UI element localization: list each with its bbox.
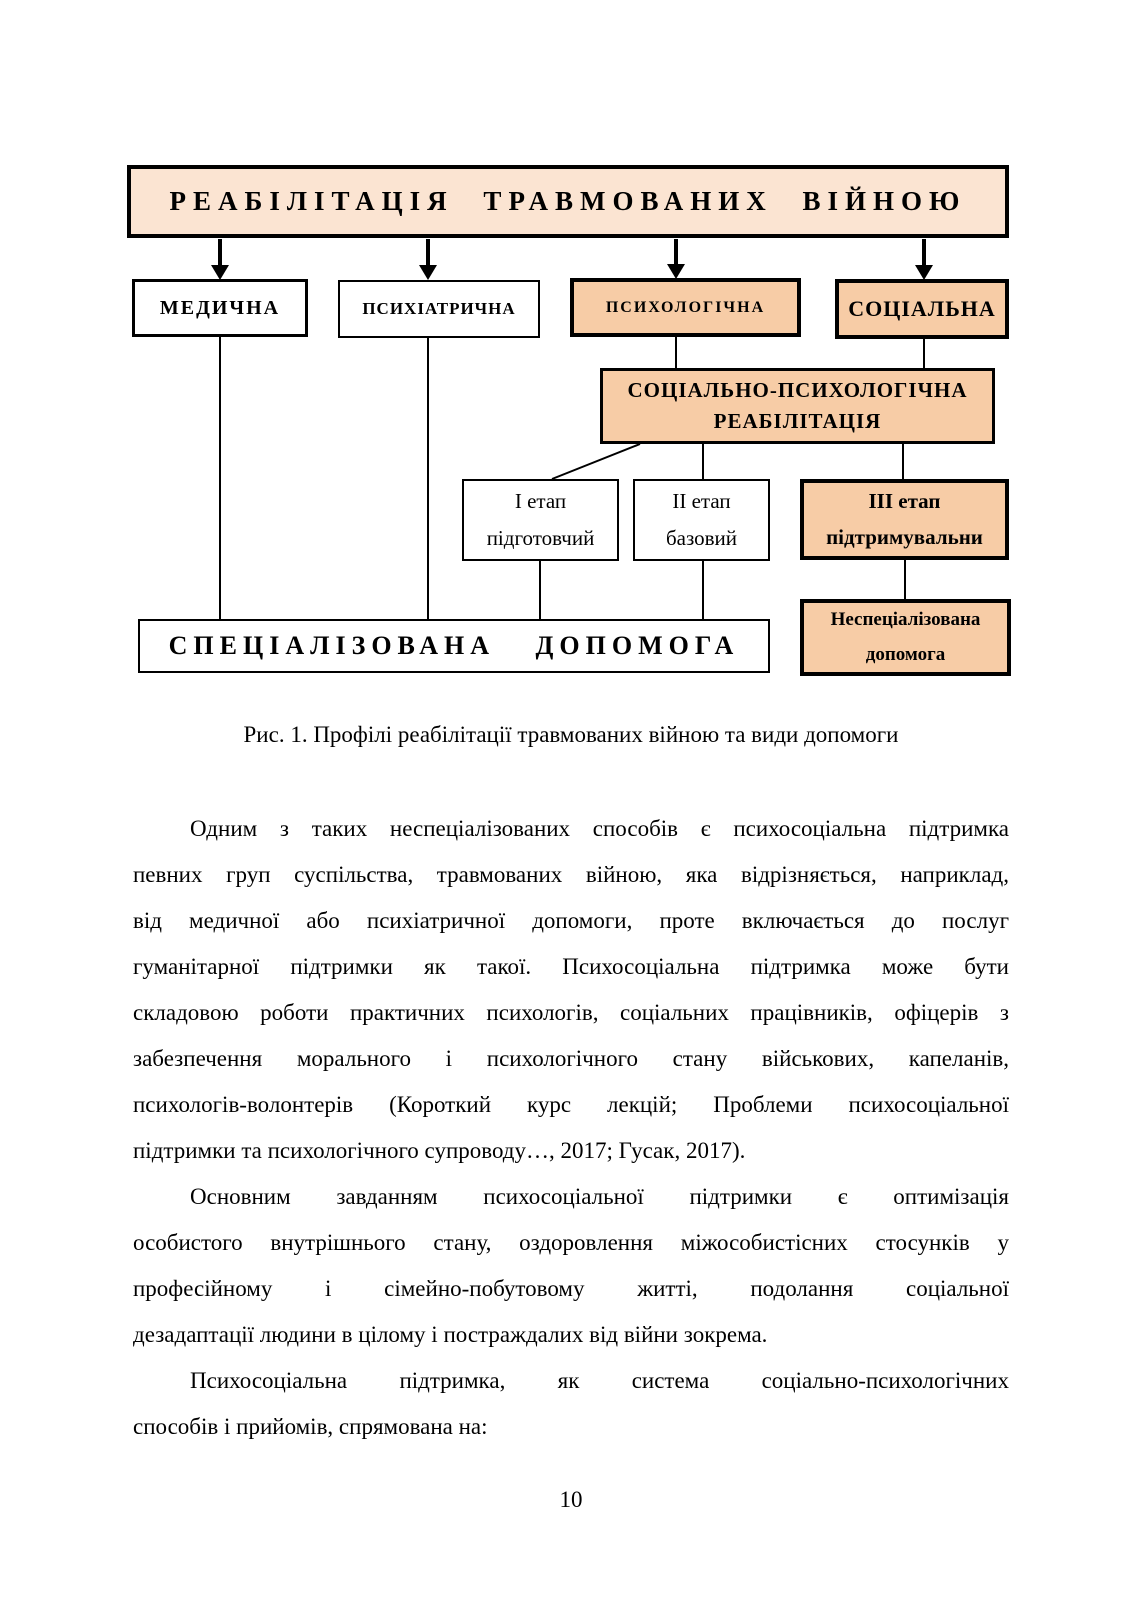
text-line: підтримки та психологічного супроводу…, 2017; Гусак, 2017).: [133, 1138, 746, 1163]
node-medical: [132, 279, 308, 337]
node-label-line1: ІІІ етап: [868, 488, 941, 513]
figure-caption: Рис. 1. Профілі реабілітації травмованих війною та види допомоги: [243, 722, 899, 747]
node-specialized-help: [138, 619, 770, 673]
arrow-down-psychiatric: [419, 239, 437, 280]
node-label: СОЦІАЛЬНА: [848, 296, 996, 322]
arrow-down-psychological: [667, 239, 685, 279]
text-line: від медичної або психіатричної допомоги, проте включається до послуг: [133, 908, 1009, 933]
node-label: МЕДИЧНА: [159, 296, 281, 319]
node-label: СПЕЦІАЛІЗОВАНА ДОПОМОГА: [168, 631, 740, 661]
paragraph-1: [133, 806, 1009, 1174]
connector-lines: [0, 0, 1142, 700]
node-stage1-preparatory: [462, 479, 619, 561]
node-nonspecialized-help: [800, 599, 1011, 676]
node-label-line2: підтримувальни: [826, 524, 983, 549]
node-label-line2: базовий: [665, 526, 738, 550]
text-line: Психосоціальна підтримка, як система соціально-психологічних: [190, 1368, 1009, 1393]
node-social: [835, 279, 1009, 339]
node-label: ПСИХІАТРИЧНА: [362, 298, 516, 318]
node-psychological: [570, 278, 801, 337]
paragraph-2: [133, 1174, 1009, 1358]
page-number: 10: [559, 1487, 583, 1512]
text-line: психологів-волонтерів (Короткий курс лекцій; Проблеми психосоціальної: [133, 1092, 1009, 1117]
node-stage2-basic: [633, 479, 770, 561]
node-socio-psychological-rehabilitation: [600, 368, 995, 444]
arrow-down-social: [915, 239, 933, 280]
node-label-line2: РЕАБІЛІТАЦІЯ: [713, 409, 882, 433]
text-line: способів і прийомів, спрямована на:: [133, 1414, 488, 1439]
arrow-down-medical: [211, 239, 229, 280]
node-stage3-supportive: [800, 479, 1009, 560]
text-line: певних груп суспільства, травмованих війною, яка відрізняється, наприклад,: [133, 862, 1009, 887]
text-line: дезадаптації людини в цілому і постраждалих від війни зокрема.: [133, 1322, 768, 1347]
text-line: гуманітарної підтримки як такої. Психосоціальна підтримка може бути: [133, 954, 1009, 979]
text-line: Основним завданням психосоціальної підтримки є оптимізація: [190, 1184, 1009, 1209]
node-label-line1: ІІ етап: [672, 489, 731, 514]
node-label-line1: СОЦІАЛЬНО-ПСИХОЛОГІЧНА: [627, 377, 968, 402]
paragraph-3: [133, 1358, 1009, 1450]
node-label: ПСИХОЛОГІЧНА: [605, 298, 766, 316]
node-rehabilitation-title: [127, 165, 1009, 238]
text-line: Одним з таких неспеціалізованих способів є психосоціальна підтримка: [190, 816, 1009, 841]
body-text: [133, 806, 1009, 1450]
node-label-line2: допомога: [865, 643, 946, 665]
text-line: професійному і сімейно-побутовому житті, подолання соціальної: [133, 1276, 1009, 1301]
text-line: забезпечення морального і психологічного стану військових, капеланів,: [133, 1046, 1009, 1071]
text-line: складовою роботи практичних психологів, соціальних працівників, офіцерів з: [133, 1000, 1009, 1025]
node-label-line2: підготовчий: [486, 526, 595, 550]
figure-1-diagram: [0, 0, 1142, 700]
node-label-line1: І етап: [514, 489, 567, 514]
line-socio-stage1-diagonal: [552, 444, 640, 479]
node-psychiatric: [338, 280, 540, 338]
text-line: особистого внутрішнього стану, оздоровлення міжособистісних стосунків у: [133, 1230, 1009, 1255]
node-label: РЕАБІЛІТАЦІЯ ТРАВМОВАНИХ ВІЙНОЮ: [169, 186, 967, 217]
node-label-line1: Неспеціалізована: [830, 609, 981, 631]
